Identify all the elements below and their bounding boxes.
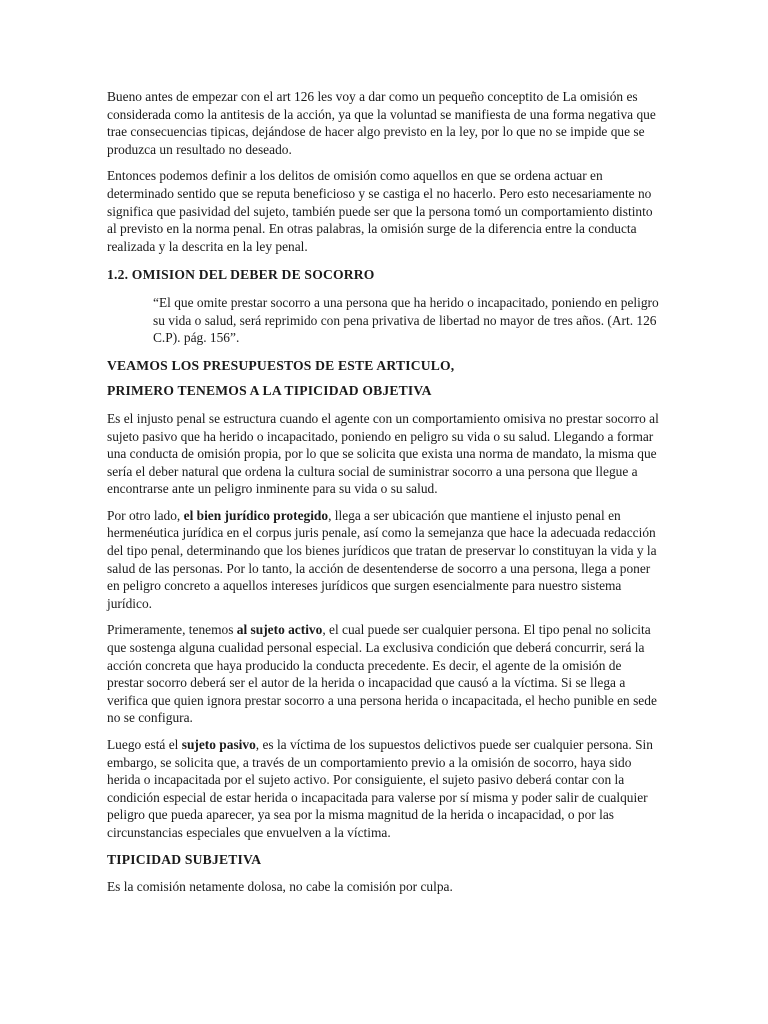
article-quote: “El que omite prestar socorro a una persona que ha herido o incapacitado, poniendo en peligro su vida o salud, será reprimido con pena privativa de libertad no mayor de tres años. (Art. 126 C.P). pág. 156”. bbox=[153, 294, 659, 346]
sujeto-pasivo-lead: Luego está el bbox=[107, 737, 182, 752]
tipicidad-subjetiva-paragraph: Es la comisión netamente dolosa, no cabe la comisión por culpa. bbox=[107, 879, 453, 895]
bien-juridico-lead: Por otro lado, bbox=[107, 507, 184, 523]
heading-tipicidad-subjetiva: TIPICIDAD SUBJETIVA bbox=[107, 851, 262, 867]
sujeto-activo-text: , el cual puede ser cualquier persona. El tipo penal no solicita que sostenga alguna cualidad personal especial. La exclusiva condición que deberá concurrir, será la acción concreta que haya producido la conducta precedente. Es decir, el agente de la omisión de prestar socorro deberá ser el autor de la herida o incapacidad que causó a la víctima. Si se llega a verifica que quien ignora prestar socorro a una persona herida o incapacitada, el hecho punible en sede no se configura. bbox=[107, 622, 657, 726]
sujeto-pasivo-text: , es la víctima de los supuestos delictivos puede ser cualquier persona. Sin embargo, se solicita que, a través de un comportamiento previo a la omisión de socorro, haya sido herida o incapacitada por el sujeto activo. Por consiguiente, el sujeto pasivo deberá contar con la condición especial de estar herida o incapacitada para valerse por sí misma y poder salir de cualquier peligro que pueda aparecer, ya sea por la misma magnitud de la herida o incapacidad, o por las circunstancias especiales que envuelven a la víctima. bbox=[107, 737, 653, 840]
sujeto-activo-term: al sujeto activo bbox=[236, 622, 323, 638]
definition-paragraph: Entonces podemos definir a los delitos de omisión como aquellos en que se ordena actuar en determinado sentido que se reputa beneficioso y se castiga el no hacerlo. Pero esto necesariamente no significa que pasividad del sujeto, también puede ser que la persona tomó un comportamiento distinto al previsto en la norma penal. En otras palabras, la omisión surge de la diferencia entre la conducta realizada y la descrita en la ley penal. bbox=[107, 168, 653, 254]
sujeto-activo-lead: Primeramente, tenemos bbox=[107, 622, 237, 638]
sujeto-activo-paragraph bbox=[107, 621, 659, 727]
bien-juridico-term: el bien jurídico protegido bbox=[183, 507, 329, 523]
heading-tipicidad-objetiva: PRIMERO TENEMOS A LA TIPICIDAD OBJETIVA bbox=[107, 383, 432, 399]
sujeto-pasivo-paragraph bbox=[107, 736, 659, 842]
tipicidad-objetiva-paragraph: Es el injusto penal se estructura cuando el agente con un comportamiento omisiva no prestar socorro al sujeto pasivo que ha herido o incapacitado, poniendo en peligro su vida o su salud. Llegando a formar una conducta de omisión propia, por lo que se solicita que exista una norma de mandato, la misma que sería el deber natural que ordena la cultura social de suministrar socorro a una persona que llegue a encontrarse ante un peligro inminente para su vida o su salud. bbox=[107, 410, 659, 497]
sujeto-pasivo-term: sujeto pasivo bbox=[181, 737, 256, 752]
intro-paragraph: Bueno antes de empezar con el art 126 les voy a dar como un pequeño conceptito de La omisión es considerada como la antitesis de la acción, ya que la voluntad se manifiesta de una forma negativa que trae consecuencias tipicas, dejándose de hacer algo previsto en la ley, por lo que no se impide que se produzca un resultado no deseado. bbox=[107, 89, 656, 157]
section-heading-omision: 1.2. OMISION DEL DEBER DE SOCORRO bbox=[107, 267, 375, 283]
document-page bbox=[107, 88, 659, 905]
bien-juridico-paragraph bbox=[107, 507, 659, 613]
bien-juridico-text: , llega a ser ubicación que mantiene el injusto penal en hermenéutica jurídica en el corpus juris penale, así como la semejanza que hace la adecuada redacción del tipo penal, determinando que los bienes jurídicos que tratan de preservar lo constituyan la vida y la salud de las personas. Por lo tanto, la acción de desentenderse de socorro a una persona, llega a poner en peligro concreto a aquellos intereses jurídicos que surgen esencialmente para nuestro sistema jurídico. bbox=[107, 507, 657, 611]
heading-presupuestos: VEAMOS LOS PRESUPUESTOS DE ESTE ARTICULO, bbox=[107, 357, 455, 373]
